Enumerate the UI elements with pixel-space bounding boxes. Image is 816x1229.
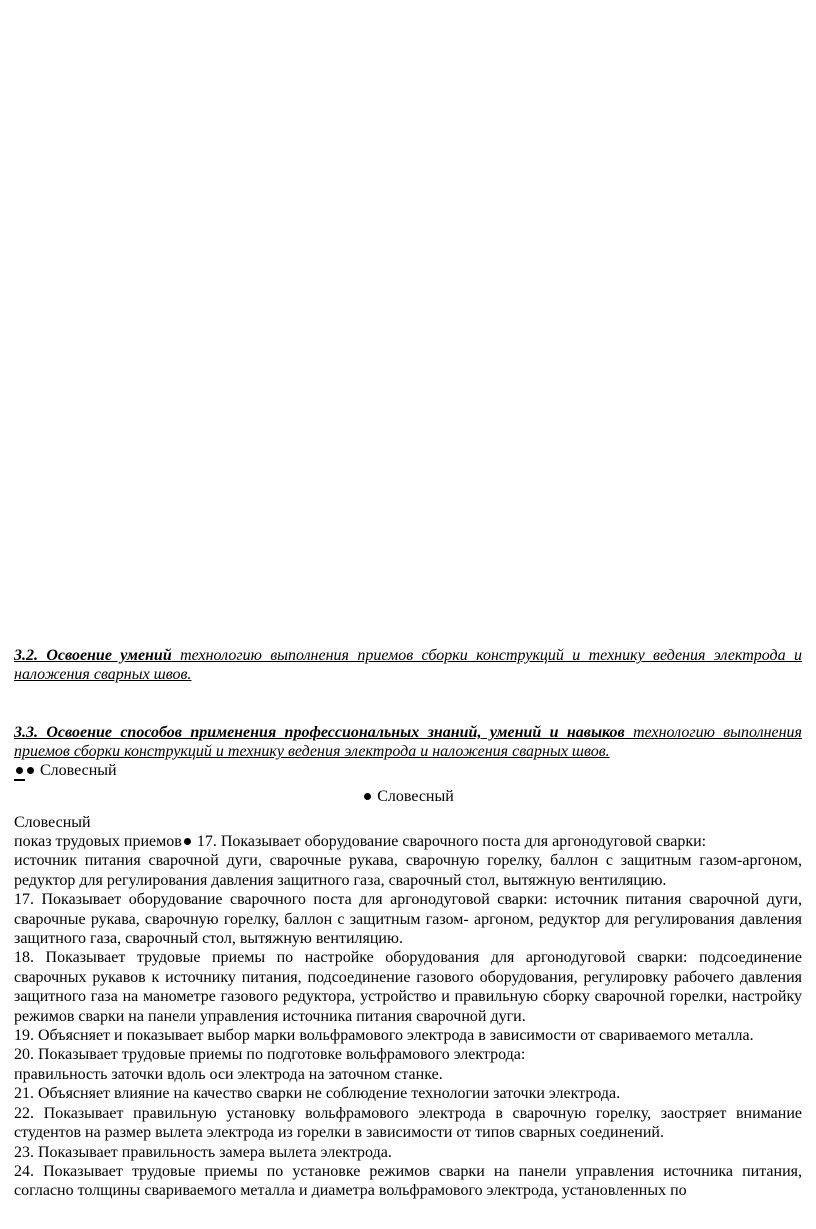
bullet-icon xyxy=(364,793,371,800)
section-3-3-text: технологию выполнения приемов сборки конструкций и технику ведения электрода и наложения сварных швов. xyxy=(14,724,802,760)
section-gap xyxy=(14,684,802,723)
paragraph-20-detail: правильность заточки вдоль оси электрода на заточном станке. xyxy=(14,1065,443,1083)
document-page xyxy=(14,0,802,1229)
method-label-centered: Словесный xyxy=(377,788,454,805)
section-3-2-text: технологию выполнения приемов сборки конструкций и технику ведения электрода и наложения сварных швов. xyxy=(14,647,802,683)
paragraph-17: 17. Показывает оборудование сварочного поста для аргонодуговой сварки: источник питания сварочной дуги, сварочные рукава, сварочную горелку, баллон с защитным газом- аргоном, редуктор для регулирования давления защитного газа, сварочный стол, вытяжную вентиляцию. xyxy=(14,891,802,948)
method-line-plain: Словесный xyxy=(14,814,91,831)
section-3-2 xyxy=(14,646,802,684)
paragraph-23: 23. Показывает правильность замера вылета электрода. xyxy=(14,1143,392,1161)
bullet-underlined-icon xyxy=(14,762,25,781)
bullet-icon xyxy=(27,767,34,774)
blank-area xyxy=(14,0,802,646)
bullet-icon xyxy=(184,838,191,845)
paragraph-equipment: источник питания сварочной дуги, сварочные рукава, сварочную горелку, баллон с защитным газом-аргоном, редуктор для регулирования давления защитного газа, сварочный стол, вытяжную вентиляцию. xyxy=(14,852,802,889)
paragraph-18: 18. Показывает трудовые приемы по настройке оборудования для аргонодуговой сварки: подсоединение сварочных рукавов к источнику питания, подсоединение газового оборудования, регулировку рабочего давления защитного газа на манометре газового редуктора, устройство и правильную сборку сварочной горелки, настройку режимов сварки на панели управления источника питания сварочной дуги. xyxy=(14,949,802,1025)
method-line-centered xyxy=(14,787,802,806)
section-3-2-heading: 3.2. Освоение умений xyxy=(14,647,172,664)
show-line xyxy=(14,832,802,851)
paragraph-21: 21. Объясняет влияние на качество сварки не соблюдение технологии заточки электрода. xyxy=(14,1085,621,1103)
paragraph-19: 19. Объясняет и показывает выбор марки вольфрамового электрода в зависимости от свариваемого металла. xyxy=(14,1027,754,1045)
section-3-3-heading: 3.3. Освоение способов применения профессиональных знаний, умений и навыков xyxy=(14,724,625,741)
show-line-prefix: показ трудовых приемов xyxy=(14,833,182,850)
paragraph-20: 20. Показывает трудовые приемы по подготовке вольфрамового электрода: xyxy=(14,1046,526,1064)
bullet-icon xyxy=(16,767,23,774)
section-3-3 xyxy=(14,723,802,761)
paragraph-24: 24. Показывает трудовые приемы по установке режимов сварки на панели управления источника питания, согласно толщины свариваемого металла и диаметра вольфрамового электрода, установленных по xyxy=(14,1162,802,1200)
method-line-first xyxy=(14,761,802,780)
paragraph-22: 22. Показывает правильную установку вольфрамового электрода в сварочную горелку, заостряет внимание студентов на размер вылета электрода из горелки в зависимости от типов сварных соединений. xyxy=(14,1104,802,1142)
method-label: Словесный xyxy=(40,762,117,779)
show-line-suffix: 17. Показывает оборудование сварочного поста для аргонодуговой сварки: xyxy=(192,833,707,850)
